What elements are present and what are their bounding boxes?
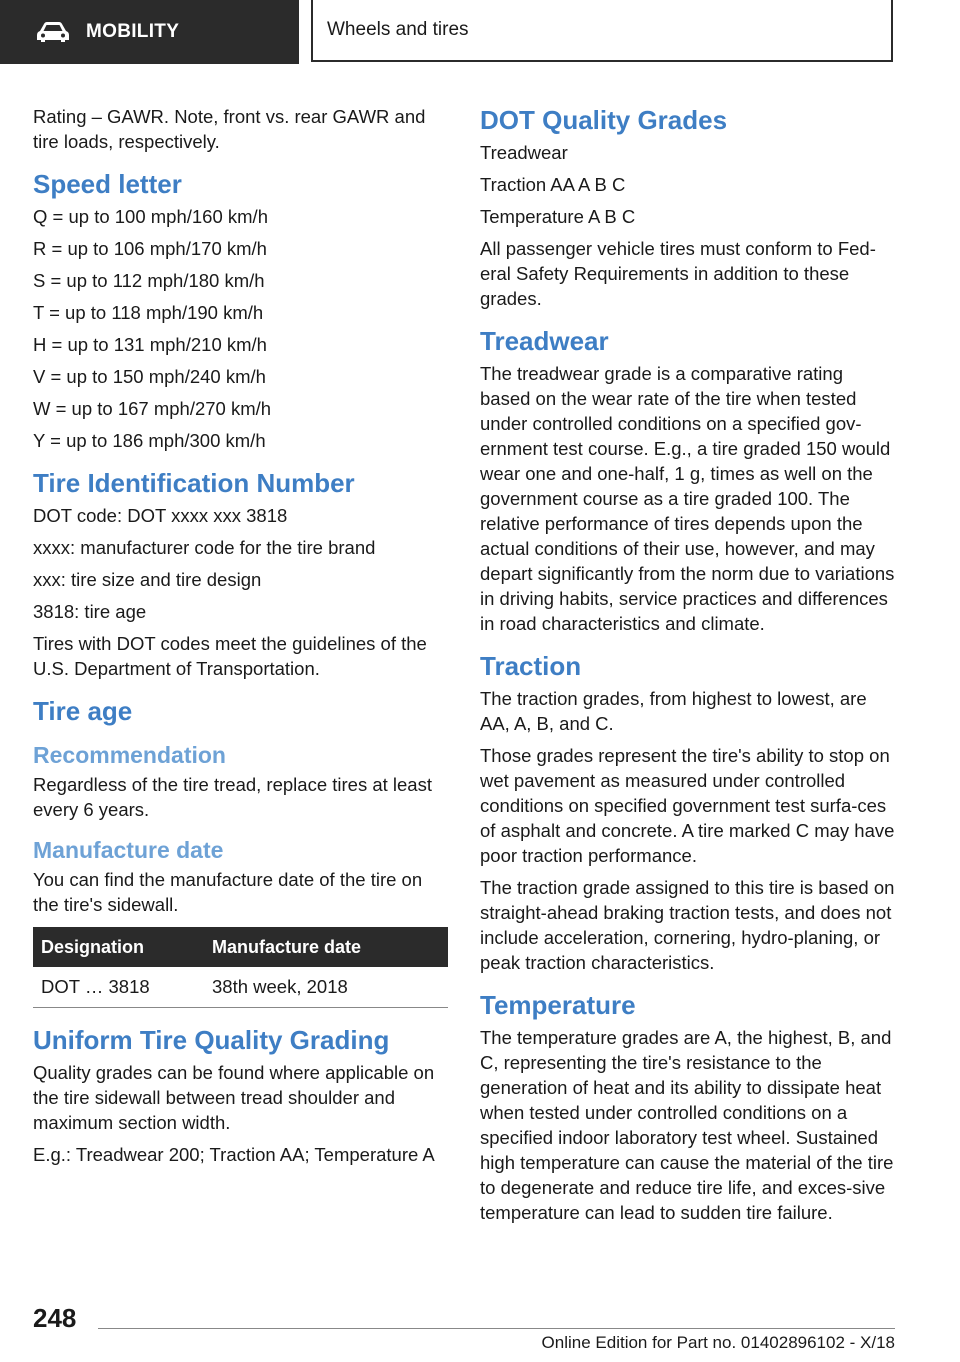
- dot-item: Traction AA A B C: [480, 174, 626, 195]
- speed-item: Y = up to 186 mph/300 km/h: [33, 430, 266, 451]
- tin-item: Tires with DOT codes meet the guidelines of the U.S. Department of Transportation.: [33, 633, 427, 679]
- manufacture-date-heading: Manufacture date: [33, 837, 224, 863]
- utqg-example: E.g.: Treadwear 200; Traction AA; Temperature A: [33, 1144, 435, 1165]
- speed-item: H = up to 131 mph/210 km/h: [33, 334, 267, 355]
- edition-text: Online Edition for Part no. 01402896102 - X/18: [541, 1333, 895, 1352]
- recommendation-text: Regardless of the tire tread, replace tires at least every 6 years.: [33, 774, 432, 820]
- footer-divider: [98, 1328, 895, 1329]
- intro-text: Rating – GAWR. Note, front vs. rear GAWR and tire loads, respectively.: [33, 106, 426, 152]
- traction-text: The traction grades, from highest to lowest, are AA, A, B, and C.: [480, 688, 867, 734]
- speed-item: Q = up to 100 mph/160 km/h: [33, 206, 268, 227]
- manufacture-date-text: You can find the manufacture date of the tire on the tire's sidewall.: [33, 869, 423, 915]
- tin-item: xxxx: manufacturer code for the tire brand: [33, 537, 376, 558]
- temperature-heading: Temperature: [480, 990, 636, 1020]
- utqg-heading: Uniform Tire Quality Grading: [33, 1025, 390, 1055]
- treadwear-text: The treadwear grade is a comparative rating based on the wear rate of the tire when tested under controlled conditions on a specified gov-ernment test course. E.g., a tire graded 150 would wear one and one-half, 1 g, times as well on the government course as a tire graded 100. The relative performance of tires depends upon the actual conditions of their use, however, and may depart significantly from the norm due to variations in driving habits, service practices and differences in road characteristics and climate.: [480, 363, 895, 634]
- traction-text: The traction grade assigned to this tire is based on straight-ahead braking traction tests, and does not include acceleration, cornering, hydro-planing, or peak traction characteristics.: [480, 877, 895, 973]
- temperature-text: The temperature grades are A, the highest, B, and C, representing the tire's resistance to the generation of heat and its ability to dissipate heat when tested under controlled conditions on a specified indoor laboratory test wheel. Sustained high temperature can cause the material of the tire to degenerate and reduce tire life, and exces-sive temperature can lead to sudden tire failure.: [480, 1027, 894, 1223]
- tin-item: DOT code: DOT xxxx xxx 3818: [33, 505, 288, 526]
- chapter-tab: [311, 0, 893, 62]
- tin-heading: Tire Identification Number: [33, 468, 355, 498]
- speed-item: S = up to 112 mph/180 km/h: [33, 270, 265, 291]
- page-number: 248: [33, 1303, 77, 1333]
- recommendation-heading: Recommendation: [33, 742, 226, 768]
- page-footer: [0, 1295, 960, 1362]
- tin-item: xxx: tire size and tire design: [33, 569, 262, 590]
- dot-grades-heading: DOT Quality Grades: [480, 105, 728, 135]
- dot-item: Temperature A B C: [480, 206, 636, 227]
- speed-item: R = up to 106 mph/170 km/h: [33, 238, 267, 259]
- table-header-manufacture-date: Manufacture date: [204, 927, 448, 967]
- traction-text: Those grades represent the tire's ability to stop on wet pavement as measured under controlled conditions on specified government test surfa-ces of asphalt and concrete. A tire marked C may have poor traction performance.: [480, 745, 895, 866]
- speed-item: V = up to 150 mph/240 km/h: [33, 366, 266, 387]
- speed-letter-heading: Speed letter: [33, 169, 182, 199]
- table-cell: 38th week, 2018: [204, 967, 448, 1008]
- table-header-designation: Designation: [33, 927, 204, 967]
- section-tab: [0, 0, 299, 64]
- chapter-title: Wheels and tires: [327, 19, 469, 40]
- traction-heading: Traction: [480, 651, 582, 681]
- right-column: [480, 104, 898, 1232]
- treadwear-heading: Treadwear: [480, 326, 609, 356]
- dot-item: All passenger vehicle tires must conform to Fed-eral Safety Requirements in addition to these grades.: [480, 238, 876, 309]
- dot-item: Treadwear: [480, 142, 568, 163]
- table-row: [33, 967, 448, 1008]
- page-header: [0, 0, 960, 66]
- tire-age-heading: Tire age: [33, 696, 133, 726]
- manufacture-date-table: [33, 927, 448, 1008]
- left-column: [33, 104, 448, 1174]
- table-header-row: [33, 927, 448, 967]
- utqg-text: Quality grades can be found where applicable on the tire sidewall between tread shoulder and maximum section width.: [33, 1062, 435, 1133]
- table-cell: DOT … 3818: [33, 967, 204, 1008]
- speed-item: W = up to 167 mph/270 km/h: [33, 398, 272, 419]
- section-label: MOBILITY: [86, 21, 180, 42]
- tin-item: 3818: tire age: [33, 601, 147, 622]
- car-icon: [36, 21, 70, 43]
- speed-item: T = up to 118 mph/190 km/h: [33, 302, 264, 323]
